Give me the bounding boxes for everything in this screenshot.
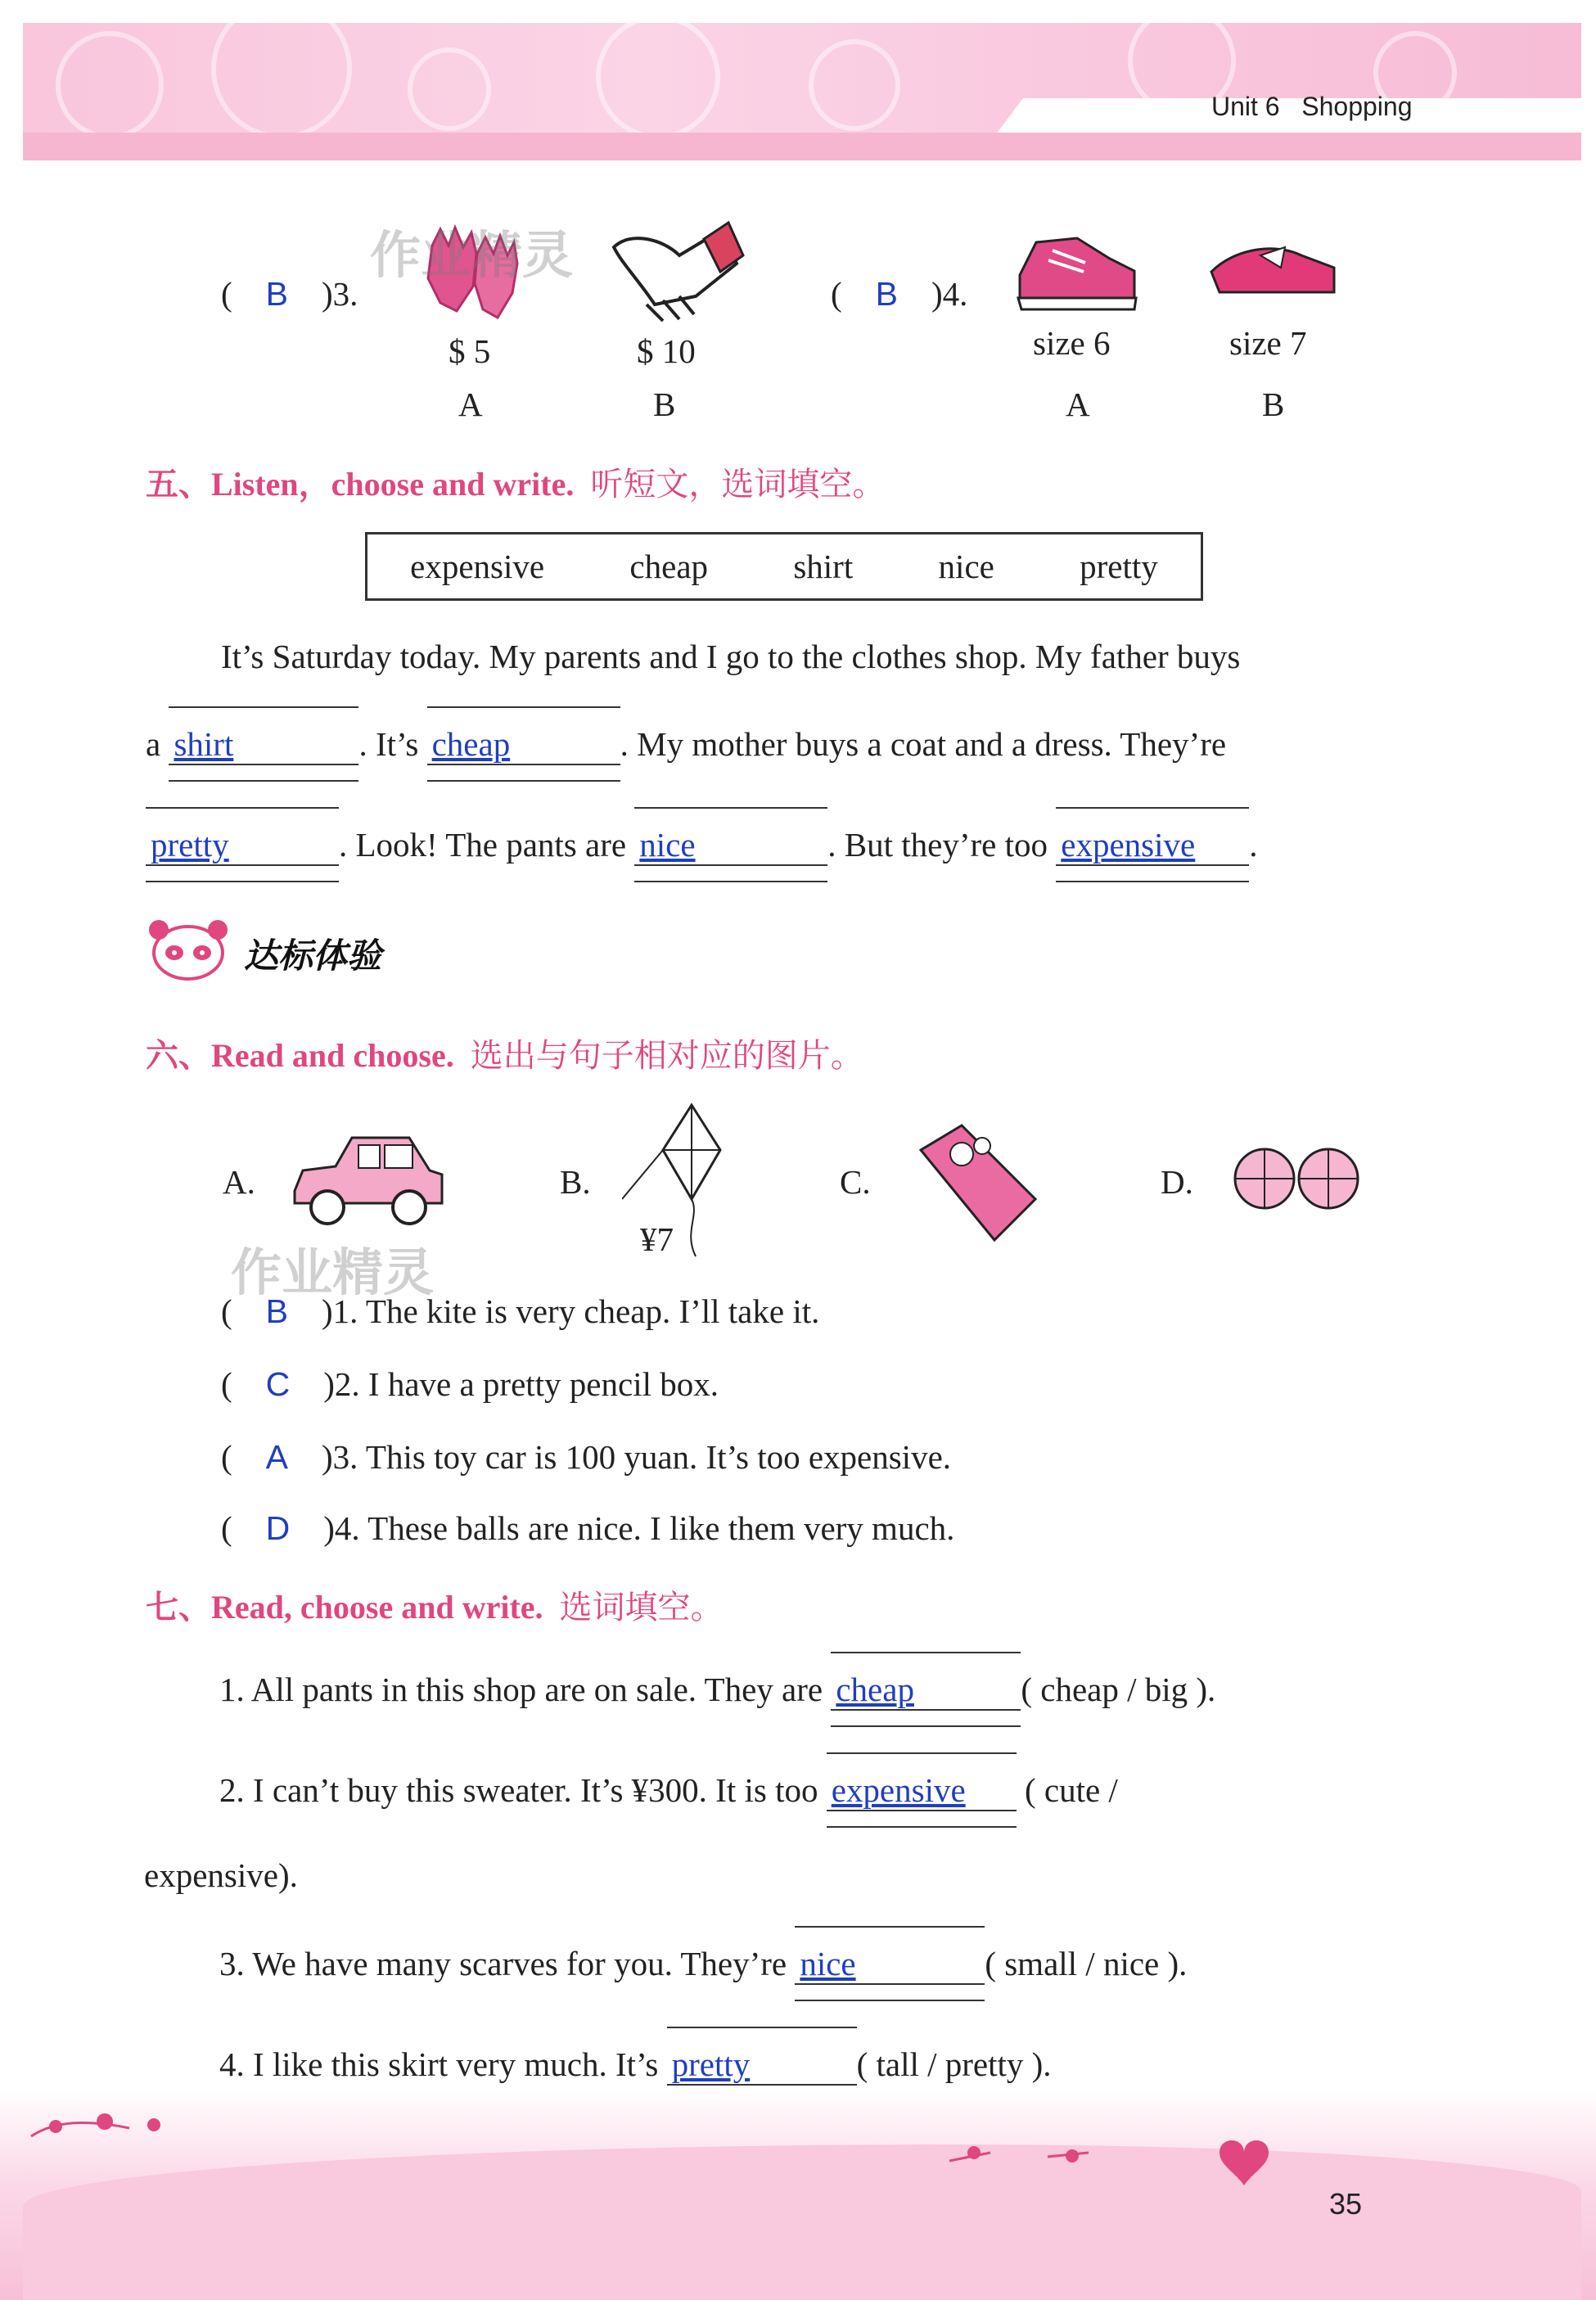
sneaker-icon bbox=[1012, 226, 1143, 316]
q3-label: ( B )3. bbox=[221, 275, 358, 313]
question-row: ( C )2. I have a pretty pencil box. bbox=[221, 1365, 719, 1403]
answer-blank: expensive bbox=[827, 1770, 1017, 1811]
kite-icon bbox=[622, 1101, 737, 1265]
kite-price: ¥7 bbox=[640, 1220, 674, 1258]
section-5-heading: 五、Listen，choose and write. 听短文，选词填空。 bbox=[146, 466, 886, 503]
toy-car-icon bbox=[286, 1125, 450, 1232]
passage-line-3: pretty . Look! The pants are nice . But they’re too expensive . bbox=[146, 825, 1258, 866]
answer-mark: B bbox=[265, 275, 289, 313]
answer-blank: expensive bbox=[1056, 825, 1249, 866]
option-a: A. bbox=[223, 1163, 255, 1201]
section-6-heading: 六、Read and choose. 选出与句子相对应的图片。 bbox=[146, 1037, 863, 1075]
footer-hearts-icon bbox=[941, 2120, 1285, 2194]
fill-item-1: 1. All pants in this shop are on sale. They are cheap ( cheap / big ). bbox=[219, 1670, 1215, 1711]
price-b: $ 10 bbox=[637, 332, 696, 370]
footer-wave bbox=[23, 2144, 1581, 2300]
answer-blank: pretty bbox=[667, 2045, 857, 2086]
price-a: $ 5 bbox=[449, 332, 491, 370]
size-b: size 7 bbox=[1229, 324, 1307, 362]
question-row: ( D )4. These balls are nice. I like them very much. bbox=[221, 1509, 955, 1547]
option-b: B bbox=[1262, 386, 1285, 423]
fill-item-3: 3. We have many scarves for you. They’re nice ( small / nice ). bbox=[219, 1944, 1187, 1985]
word-bank-item: nice bbox=[938, 548, 994, 585]
option-d: D. bbox=[1161, 1163, 1193, 1201]
answer-blank: shirt bbox=[169, 724, 358, 765]
header-strip bbox=[23, 133, 1581, 160]
balls-icon bbox=[1232, 1142, 1363, 1215]
question-row: ( B )1. The kite is very cheap. I’ll take it. bbox=[221, 1292, 820, 1330]
passage-line-2: a shirt . It’s cheap . My mother buys a coat and a dress. They’re bbox=[146, 724, 1226, 765]
shoe-icon bbox=[1203, 223, 1342, 313]
q4-label: ( B )4. bbox=[831, 275, 968, 313]
question-row: ( A )3. This toy car is 100 yuan. It’s too expensive. bbox=[221, 1438, 952, 1476]
section-banner-title: 达标体验 bbox=[244, 936, 382, 976]
answer-mark: B bbox=[875, 275, 899, 313]
answer-blank: cheap bbox=[831, 1670, 1021, 1711]
watermark: 作业精灵 bbox=[231, 1242, 435, 1302]
word-bank-item: pretty bbox=[1080, 548, 1158, 585]
footer-flowers-icon bbox=[23, 2104, 187, 2153]
fill-item-2-cont: expensive). bbox=[144, 1856, 298, 1894]
word-bank-item: expensive bbox=[410, 548, 545, 585]
answer-blank: cheap bbox=[427, 724, 620, 765]
gloves-white-icon bbox=[597, 214, 745, 329]
fill-item-2: 2. I can’t buy this sweater. It’s ¥300. It is too expensive ( cute / bbox=[219, 1770, 1118, 1811]
option-b: B bbox=[653, 386, 676, 423]
option-a: A bbox=[458, 386, 483, 423]
unit-title: Unit 6 Shopping bbox=[1211, 92, 1413, 121]
word-bank-item: cheap bbox=[629, 548, 709, 585]
answer-blank: pretty bbox=[146, 825, 339, 866]
passage-line-1: It’s Saturday today. My parents and I go to the clothes shop. My father buys bbox=[221, 638, 1241, 675]
option-b: B. bbox=[560, 1163, 591, 1201]
section-7-heading: 七、Read, choose and write. 选词填空。 bbox=[146, 1589, 724, 1626]
word-bank bbox=[365, 532, 1203, 601]
word-bank-item: shirt bbox=[793, 548, 854, 585]
size-a: size 6 bbox=[1033, 324, 1111, 362]
answer-blank: nice bbox=[634, 825, 827, 866]
page-number: 35 bbox=[1329, 2187, 1363, 2221]
panda-icon bbox=[147, 917, 229, 982]
watermark: 作业精灵 bbox=[370, 225, 574, 285]
pencil-box-icon bbox=[913, 1117, 1044, 1248]
answer-blank: nice bbox=[795, 1944, 985, 1985]
fill-item-4: 4. I like this skirt very much. It’s pretty ( tall / pretty ). bbox=[219, 2045, 1052, 2086]
option-a: A bbox=[1066, 386, 1090, 423]
option-c: C. bbox=[840, 1163, 871, 1201]
